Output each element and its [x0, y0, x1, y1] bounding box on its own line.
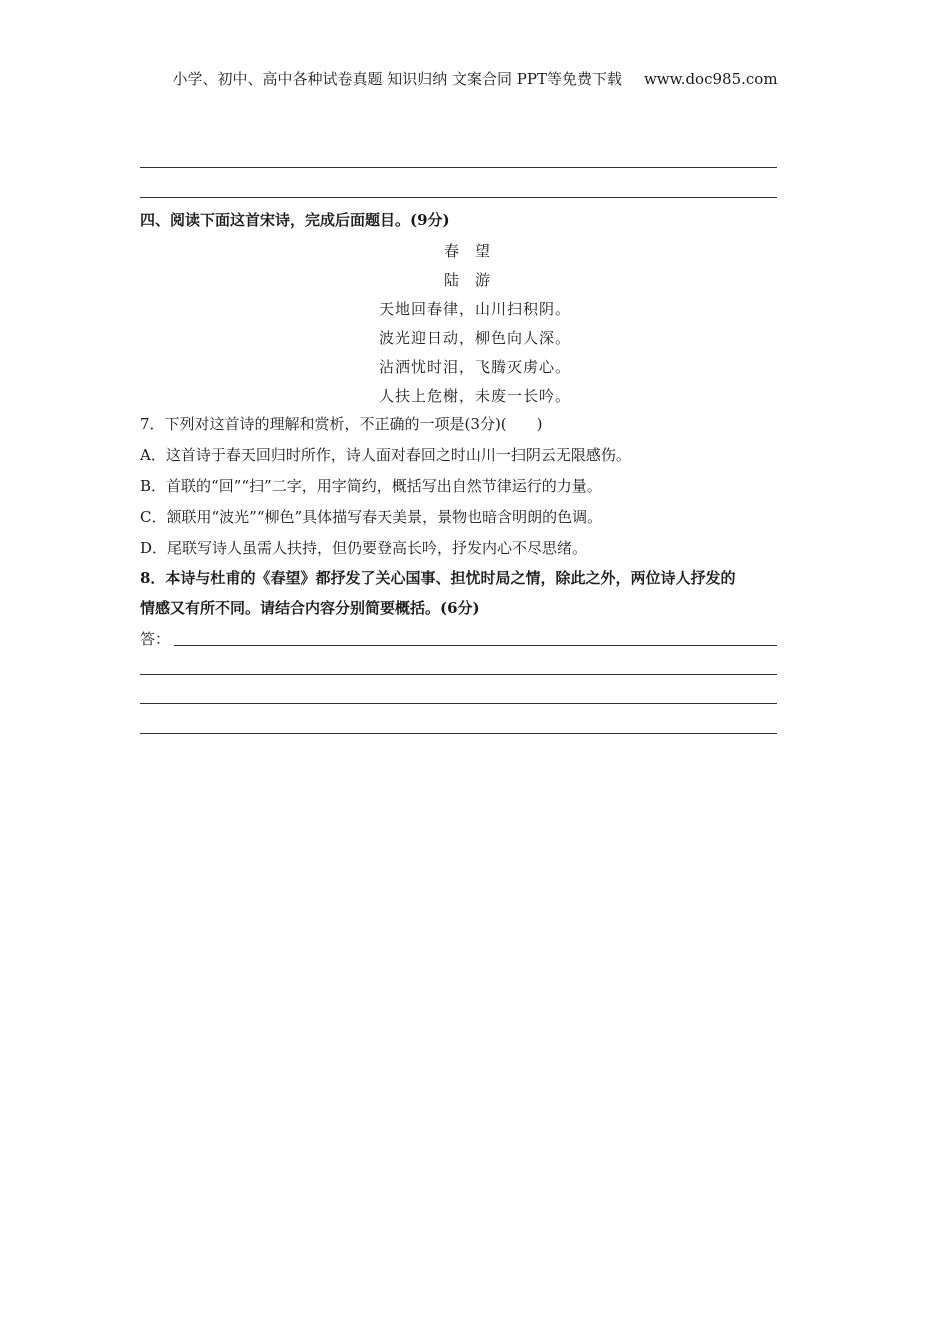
- question-7-option-a: A．这首诗于春天回归时所作，诗人面对春回之时山川一扫阴云无限感伤。: [140, 446, 631, 464]
- poem-title: 春望: [443, 242, 506, 260]
- question-7-stem: 7．下列对这首诗的理解和赏析，不正确的一项是(3分)( ): [140, 415, 543, 433]
- poem-line: 人扶上危榭，未废一长吟。: [378, 387, 571, 405]
- poem-author: 陆游: [443, 271, 506, 289]
- section-heading: 四、阅读下面这首宋诗，完成后面题目。(9分): [140, 211, 450, 229]
- poem-line: 天地回春律，山川扫积阴。: [378, 300, 571, 318]
- poem-line: 波光迎日动，柳色向人深。: [378, 329, 571, 347]
- answer-label: 答：: [140, 630, 171, 648]
- question-7-option-d: D．尾联写诗人虽需人扶持，但仍要登高长吟，抒发内心不尽思绪。: [140, 539, 588, 557]
- answer-line[interactable]: [140, 703, 777, 704]
- question-7-option-b: B．首联的“回”“扫”二字，用字简约，概括写出自然节律运行的力量。: [140, 477, 602, 495]
- header-text: 小学、初中、高中各种试卷真题 知识归纳 文案合同 PPT等免费下载: [172, 70, 622, 88]
- question-7-option-c: C．颔联用“波光”“柳色”具体描写春天美景，景物也暗含明朗的色调。: [140, 508, 603, 526]
- question-8-stem-cont: 情感又有所不同。请结合内容分别简要概括。(6分): [140, 599, 480, 617]
- answer-line: [140, 167, 777, 168]
- header-site: www.doc985.com: [643, 70, 778, 88]
- poem-line: 沾洒忧时泪，飞腾灭虏心。: [378, 358, 571, 376]
- answer-line[interactable]: [140, 674, 777, 675]
- answer-line[interactable]: [174, 645, 777, 646]
- answer-line: [140, 197, 777, 198]
- page-header: [0, 68, 950, 89]
- question-8-stem: 8．本诗与杜甫的《春望》都抒发了关心国事、担忧时局之情，除此之外，两位诗人抒发的: [140, 569, 736, 587]
- answer-line[interactable]: [140, 733, 777, 734]
